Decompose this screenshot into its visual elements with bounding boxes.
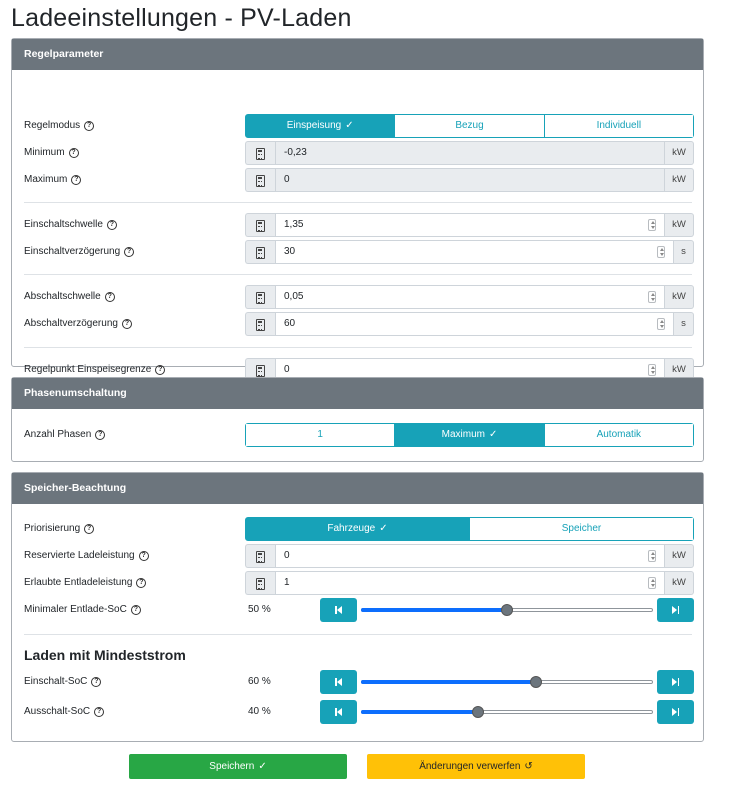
help-icon[interactable]: ? (94, 707, 104, 717)
priorisierung-button-group (245, 517, 694, 541)
abschaltverzoegerung-unit: s (674, 312, 694, 336)
check-icon: ✓ (345, 120, 354, 131)
slider-fill (361, 680, 535, 684)
help-icon[interactable]: ? (69, 148, 79, 158)
label-ausschalt-soc: Ausschalt-SoC ? (24, 700, 104, 724)
save-button[interactable]: Speichern ✓ (129, 754, 347, 779)
calculator-icon[interactable] (245, 312, 275, 336)
regelmodus-option-einspeisung[interactable]: Einspeisung ✓ (246, 115, 395, 137)
help-icon[interactable]: ? (139, 551, 149, 561)
divider (24, 347, 692, 348)
einschaltverzoegerung-unit: s (674, 240, 694, 264)
label-priorisierung: Priorisierung ? (24, 517, 94, 541)
label-erlaubte-entladeleistung: Erlaubte Entladeleistung ? (24, 571, 146, 595)
ausschalt-soc-value: 40 % (248, 706, 271, 717)
spinner-icon[interactable] (648, 550, 656, 562)
row-abschaltschwelle (12, 285, 703, 309)
label-anzahl-phasen: Anzahl Phasen ? (24, 423, 105, 447)
help-icon[interactable]: ? (155, 365, 165, 375)
label-min-entlade-soc: Minimaler Entlade-SoC ? (24, 598, 141, 622)
calculator-icon[interactable] (245, 240, 275, 264)
abschaltverzoegerung-input-group (245, 312, 694, 336)
label-einschaltschwelle: Einschaltschwelle ? (24, 213, 117, 237)
ausschalt-soc-slider[interactable] (361, 710, 653, 714)
card-header-regelparameter: Regelparameter (12, 39, 703, 70)
check-icon: ✓ (488, 429, 498, 440)
calculator-icon[interactable] (245, 571, 275, 595)
row-minimum (12, 141, 703, 165)
help-icon[interactable]: ? (124, 247, 134, 257)
erlaubte-entladeleistung-unit: kW (665, 571, 694, 595)
spinner-icon[interactable] (648, 291, 656, 303)
help-icon[interactable]: ? (107, 220, 117, 230)
mindeststrom-heading: Laden mit Mindeststrom (24, 647, 186, 663)
min-entlade-soc-increase-button[interactable] (657, 598, 694, 622)
einschaltschwelle-unit: kW (665, 213, 694, 237)
divider (24, 274, 692, 275)
einschalt-soc-value: 60 % (248, 676, 271, 687)
label-regelmodus: Regelmodus ? (24, 114, 94, 138)
help-icon[interactable]: ? (136, 578, 146, 588)
label-minimum: Minimum ? (24, 141, 79, 165)
row-regelmodus (12, 114, 703, 138)
einschalt-soc-increase-button[interactable] (657, 670, 694, 694)
spinner-icon[interactable] (657, 246, 665, 258)
minimum-input-group (245, 141, 694, 165)
calculator-icon[interactable] (245, 168, 275, 192)
card-regelparameter (11, 38, 704, 375)
undo-icon: ↺ (524, 761, 533, 772)
calculator-icon[interactable] (245, 141, 275, 165)
regelmodus-option-individuell[interactable]: Individuell (545, 115, 693, 137)
row-priorisierung (12, 517, 703, 541)
help-icon[interactable]: ? (95, 430, 105, 440)
help-icon[interactable]: ? (84, 524, 94, 534)
page-title: Ladeeinstellungen - PV-Laden (11, 4, 352, 32)
einschaltverzoegerung-input[interactable]: 30 (275, 240, 674, 264)
ausschalt-soc-increase-button[interactable] (657, 700, 694, 724)
min-entlade-soc-value: 50 % (248, 604, 271, 615)
reservierte-ladeleistung-input-group (245, 544, 694, 568)
label-maximum: Maximum ? (24, 168, 81, 192)
maximum-field: 0 (275, 168, 665, 192)
min-entlade-soc-slider[interactable] (361, 608, 653, 612)
calculator-icon[interactable] (245, 285, 275, 309)
divider (24, 634, 692, 635)
erlaubte-entladeleistung-input-group (245, 571, 694, 595)
spinner-icon[interactable] (657, 318, 665, 330)
calculator-icon[interactable] (245, 544, 275, 568)
label-abschaltschwelle: Abschaltschwelle ? (24, 285, 115, 309)
label-reservierte-ladeleistung: Reservierte Ladeleistung ? (24, 544, 149, 568)
phasen-option-automatik[interactable]: Automatik (545, 424, 693, 446)
regelpunkt-input[interactable]: 0 (275, 358, 665, 382)
slider-thumb[interactable] (472, 706, 484, 718)
slider-fill (361, 710, 477, 714)
abschaltschwelle-unit: kW (665, 285, 694, 309)
einschaltschwelle-input[interactable]: 1,35 (275, 213, 665, 237)
help-icon[interactable]: ? (105, 292, 115, 302)
reservierte-ladeleistung-unit: kW (665, 544, 694, 568)
anzahl-phasen-button-group (245, 423, 694, 447)
ausschalt-soc-decrease-button[interactable] (320, 700, 357, 724)
row-min-entlade-soc (12, 598, 703, 622)
regelpunkt-unit: kW (665, 358, 694, 382)
priorisierung-option-fahrzeuge[interactable]: Fahrzeuge ✓ (246, 518, 470, 540)
row-einschalt-soc (12, 670, 703, 694)
slider-fill (361, 608, 506, 612)
phasen-option-maximum[interactable]: Maximum ✓ (395, 424, 544, 446)
help-icon[interactable]: ? (131, 605, 141, 615)
row-maximum (12, 168, 703, 192)
regelmodus-button-group (245, 114, 694, 138)
einschaltverzoegerung-input-group (245, 240, 694, 264)
row-reservierte-ladeleistung (12, 544, 703, 568)
abschaltschwelle-input-group (245, 285, 694, 309)
label-einschaltverzoegerung: Einschaltverzögerung ? (24, 240, 134, 264)
divider (24, 202, 692, 203)
calculator-icon[interactable] (245, 213, 275, 237)
label-regelpunkt: Regelpunkt Einspeisegrenze ? (24, 358, 165, 382)
help-icon[interactable]: ? (122, 319, 132, 329)
einschaltschwelle-input-group (245, 213, 694, 237)
row-einschaltverzoegerung (12, 240, 703, 264)
reservierte-ladeleistung-input[interactable]: 0 (275, 544, 665, 568)
card-header-phasenumschaltung: Phasenumschaltung (12, 378, 703, 409)
row-anzahl-phasen (12, 423, 703, 447)
discard-changes-button[interactable]: Änderungen verwerfen ↺ (367, 754, 585, 779)
row-abschaltverzoegerung (12, 312, 703, 336)
label-einschalt-soc: Einschalt-SoC ? (24, 670, 101, 694)
abschaltverzoegerung-input[interactable]: 60 (275, 312, 674, 336)
erlaubte-entladeleistung-input[interactable]: 1 (275, 571, 665, 595)
priorisierung-option-speicher[interactable]: Speicher (470, 518, 693, 540)
minimum-unit: kW (665, 141, 694, 165)
help-icon[interactable]: ? (84, 121, 94, 131)
row-ausschalt-soc (12, 700, 703, 724)
spinner-icon[interactable] (648, 364, 656, 376)
phasen-option-1[interactable]: 1 (246, 424, 395, 446)
help-icon[interactable]: ? (71, 175, 81, 185)
slider-thumb[interactable] (501, 604, 513, 616)
einschalt-soc-slider[interactable] (361, 680, 653, 684)
row-erlaubte-entladeleistung (12, 571, 703, 595)
check-icon: ✓ (258, 761, 267, 772)
minimum-field: -0,23 (275, 141, 665, 165)
card-speicher-beachtung (11, 472, 704, 742)
spinner-icon[interactable] (648, 219, 656, 231)
einschalt-soc-decrease-button[interactable] (320, 670, 357, 694)
min-entlade-soc-decrease-button[interactable] (320, 598, 357, 622)
slider-thumb[interactable] (530, 676, 542, 688)
abschaltschwelle-input[interactable]: 0,05 (275, 285, 665, 309)
maximum-unit: kW (665, 168, 694, 192)
row-einschaltschwelle (12, 213, 703, 237)
spinner-icon[interactable] (648, 577, 656, 589)
check-icon: ✓ (379, 523, 388, 534)
card-phasenumschaltung (11, 377, 704, 462)
card-header-speicher: Speicher-Beachtung (12, 473, 703, 504)
maximum-input-group (245, 168, 694, 192)
label-abschaltverzoegerung: Abschaltverzögerung ? (24, 312, 132, 336)
help-icon[interactable]: ? (91, 677, 101, 687)
regelmodus-option-bezug[interactable]: Bezug (395, 115, 544, 137)
